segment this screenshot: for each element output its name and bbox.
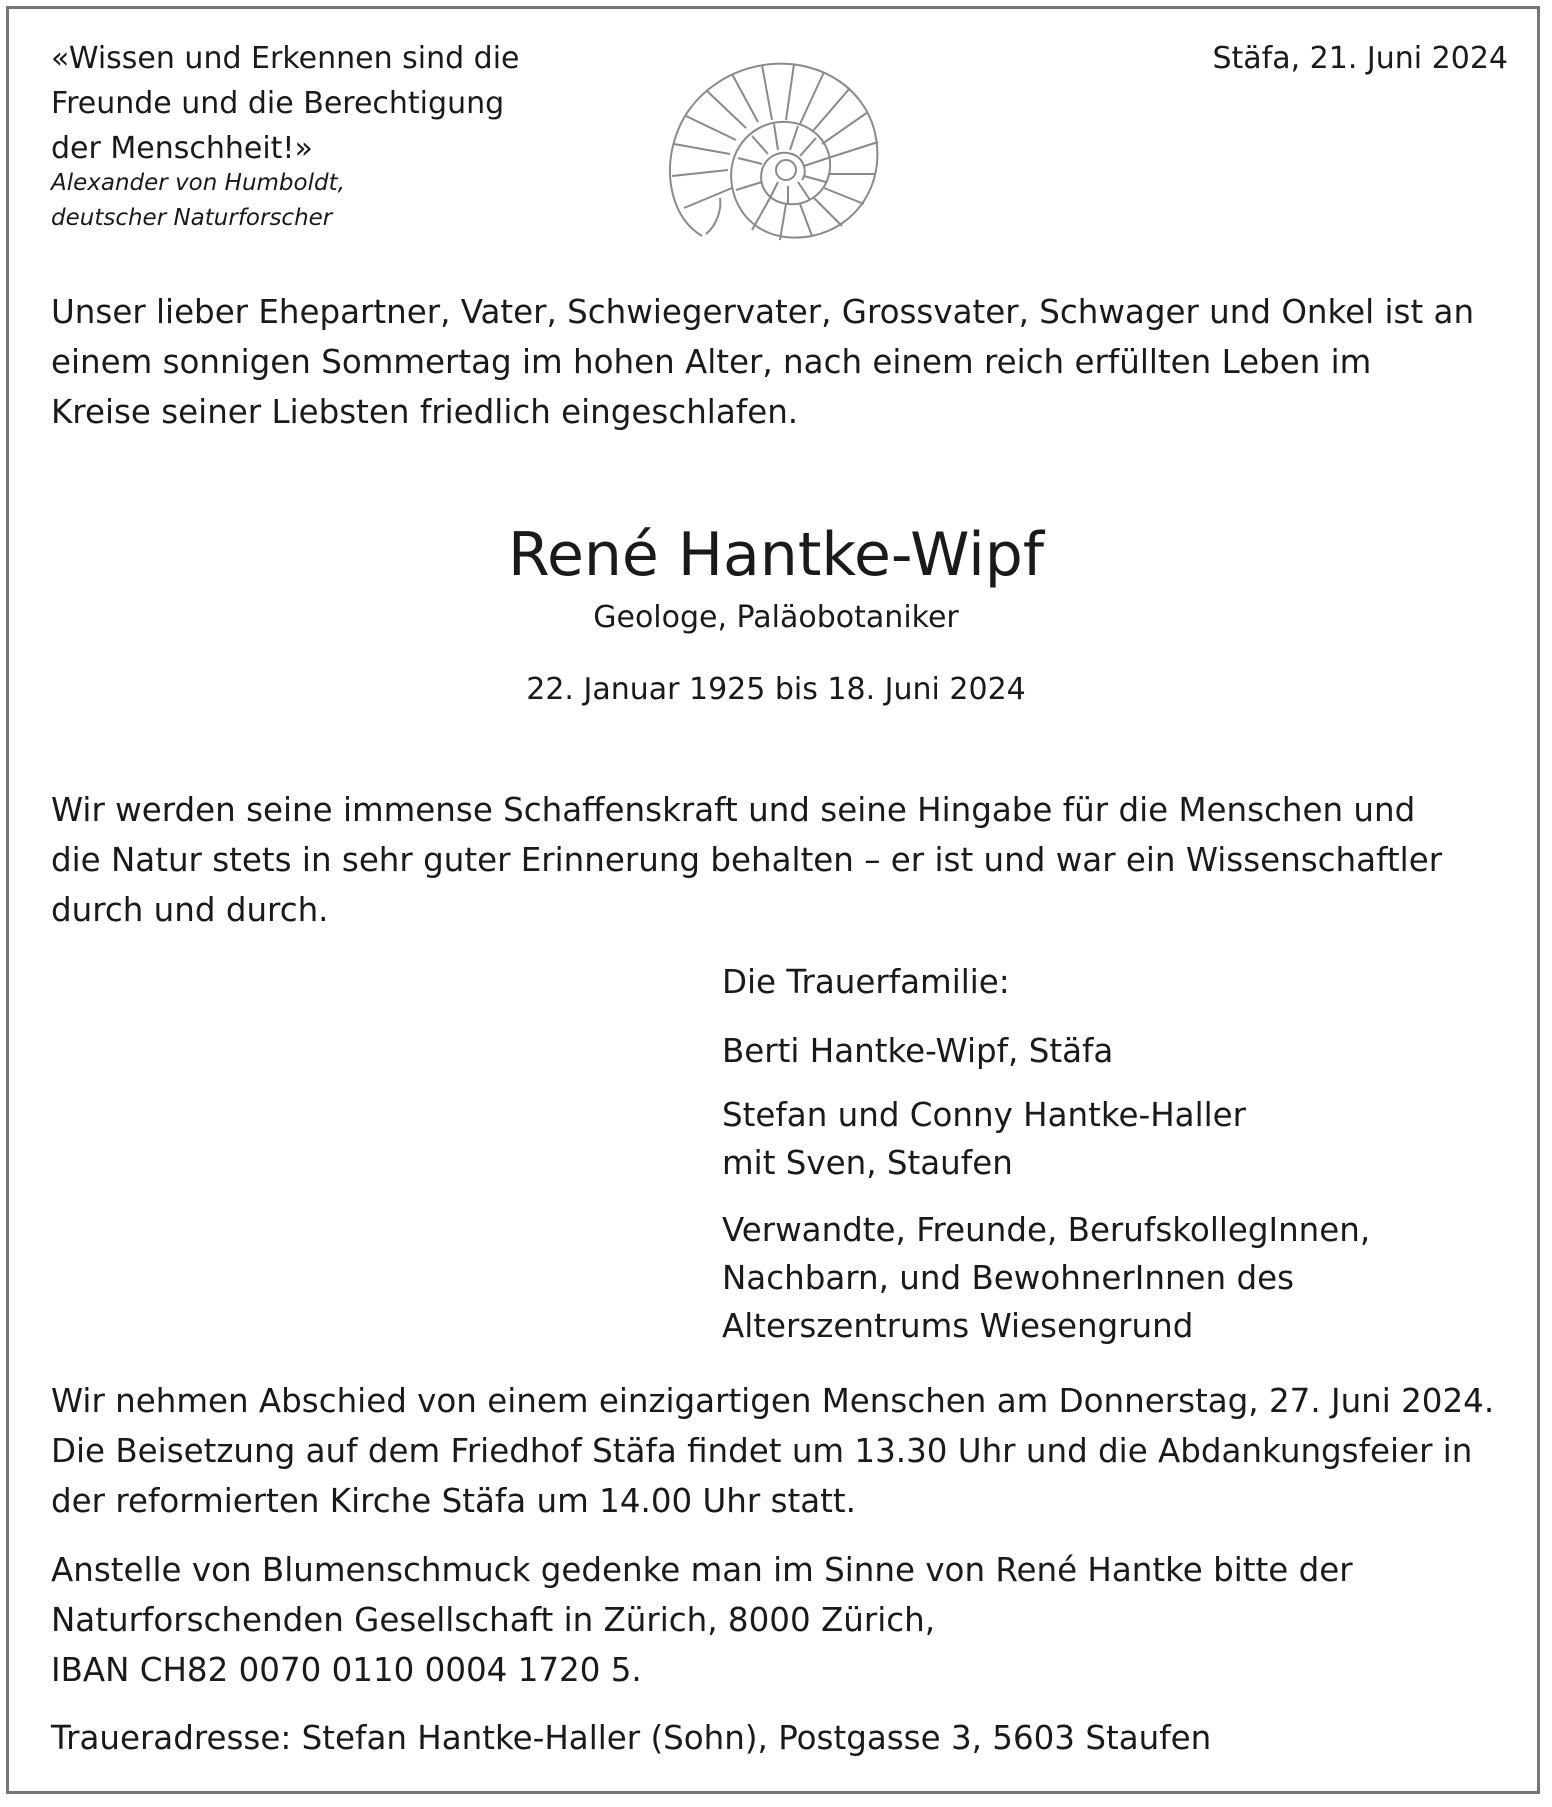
quote-author: [51, 166, 345, 236]
donation-paragraph: [51, 1545, 1353, 1695]
quote-line: Freunde und die Berechtigung: [51, 86, 505, 121]
ceremony-paragraph: [51, 1376, 1494, 1526]
donation-line: IBAN CH82 0070 0110 0004 1720 5.: [51, 1651, 642, 1689]
family-member-line: Alterszentrums Wiesengrund: [722, 1307, 1194, 1345]
family-member: [722, 1206, 1370, 1350]
family-member-line: Verwandte, Freunde, BerufskollegInnen,: [722, 1211, 1371, 1249]
quote-line: der Menschheit!»: [51, 131, 313, 166]
family-member: [722, 1027, 1113, 1075]
family-member: [722, 1091, 1246, 1187]
mourning-address: Traueradresse: Stefan Hantke-Haller (Sohn), Postgasse 3, 5603 Staufen: [51, 1719, 1212, 1757]
quote-author-line: deutscher Naturforscher: [51, 205, 333, 231]
family-member-line: mit Sven, Staufen: [722, 1144, 1013, 1182]
family-member-line: Nachbarn, und BewohnerInnen des: [722, 1259, 1295, 1297]
family-member-line: Stefan und Conny Hantke-Haller: [722, 1096, 1246, 1134]
life-dates: 22. Januar 1925 bis 18. Juni 2024: [526, 672, 1026, 707]
ceremony-line: der reformierten Kirche Stäfa um 14.00 Uhr statt.: [51, 1482, 856, 1520]
intro-line: Unser lieber Ehepartner, Vater, Schwiegervater, Grossvater, Schwager und Onkel ist an: [51, 293, 1475, 331]
tribute-line: Wir werden seine immense Schaffenskraft und seine Hingabe für die Menschen und: [51, 791, 1416, 829]
quote-author-line: Alexander von Humboldt,: [51, 170, 345, 196]
intro-paragraph: [51, 287, 1474, 437]
family-member-line: Berti Hantke-Wipf, Stäfa: [722, 1032, 1114, 1070]
intro-line: Kreise seiner Liebsten friedlich eingeschlafen.: [51, 393, 799, 431]
deceased-name: René Hantke-Wipf: [508, 520, 1044, 590]
family-heading: Die Trauerfamilie:: [722, 963, 1010, 1001]
intro-line: einem sonnigen Sommertag im hohen Alter, nach einem reich erfüllten Leben im: [51, 343, 1372, 381]
donation-line: Naturforschenden Gesellschaft in Zürich, 8000 Zürich,: [51, 1601, 936, 1639]
donation-line: Anstelle von Blumenschmuck gedenke man im Sinne von René Hantke bitte der: [51, 1551, 1353, 1589]
deceased-profession: Geologe, Paläobotaniker: [593, 600, 959, 635]
ammonite-icon: [662, 58, 890, 244]
tribute-line: durch und durch.: [51, 891, 329, 929]
date-place: Stäfa, 21. Juni 2024: [1212, 41, 1508, 76]
ceremony-line: Wir nehmen Abschied von einem einzigartigen Menschen am Donnerstag, 27. Juni 2024.: [51, 1382, 1495, 1420]
humboldt-quote: [51, 36, 520, 171]
quote-line: «Wissen und Erkennen sind die: [51, 41, 520, 76]
tribute-paragraph: [51, 785, 1442, 935]
ceremony-line: Die Beisetzung auf dem Friedhof Stäfa findet um 13.30 Uhr und die Abdankungsfeier in: [51, 1432, 1473, 1470]
tribute-line: die Natur stets in sehr guter Erinnerung behalten – er ist und war ein Wissenschaftler: [51, 841, 1443, 879]
